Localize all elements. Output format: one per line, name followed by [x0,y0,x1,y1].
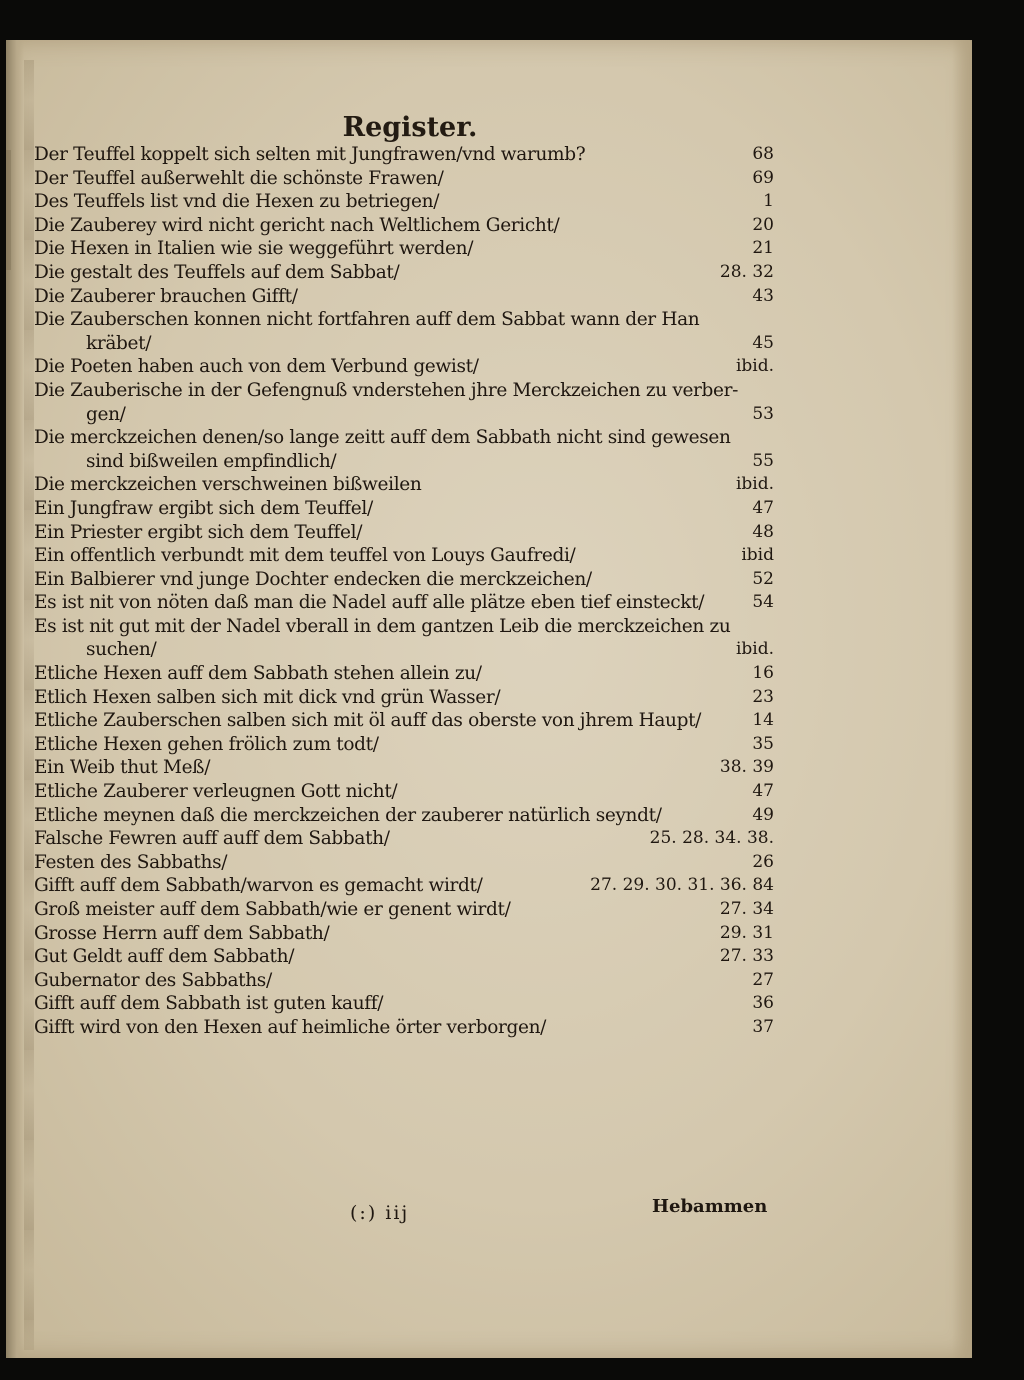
register-entry [34,308,774,332]
entry-page-reference: ibid. [735,474,774,495]
entry-page-reference: ibid [741,545,774,566]
register-entry [34,521,774,545]
entry-text: Etliche Zauberschen salben sich mit öl auff das oberste von jhrem Haupt/ [34,710,702,732]
entry-page-reference: ibid. [735,639,774,660]
entry-text: Etliche meynen daß die merckzeichen der zauberer natürlich seyndt/ [34,804,662,826]
entry-text: Grosse Herrn auff dem Sabbath/ [34,922,330,944]
entry-page-reference: 21 [752,238,774,259]
entry-page-reference: 1 [763,191,774,212]
register-entry [34,733,774,757]
entry-page-reference: ibid. [735,356,774,377]
entry-page-reference: 48 [752,521,774,542]
register-entry [34,756,774,780]
entry-page-reference: 26 [752,851,774,872]
register-entry [34,332,774,356]
entry-text: Etliche Zauberer verleugnen Gott nicht/ [34,781,398,803]
entry-page-reference: 27. 33 [719,946,774,967]
register-entry [34,497,774,521]
entry-page-reference: 25. 28. 34. 38. [649,828,774,849]
entry-text: Die Hexen in Italien wie sie weggeführt werden/ [34,238,474,260]
entry-page-reference: 49 [752,804,774,825]
register-entry [34,568,774,592]
register-entry [34,898,774,922]
catchword: Hebammen [652,1196,768,1217]
entry-text: Die Zauberische in der Gefengnuß vnderstehen jhre Merckzeichen zu verber- [34,379,739,401]
entry-page-reference: 29. 31 [719,922,774,943]
register-entry [34,804,774,828]
register-entry [34,285,774,309]
signature-mark: (:) iij [350,1202,410,1224]
page-stain [24,60,34,1350]
register-entry [34,167,774,191]
entry-text: Die Zauberey wird nicht gericht nach Weltlichem Gericht/ [34,214,560,236]
entry-page-reference: 47 [752,497,774,518]
register-entry [34,450,774,474]
register-entry [34,355,774,379]
entry-text: Groß meister auff dem Sabbath/wie er genent wirdt/ [34,899,511,920]
entry-text: Die merckzeichen verschweinen bißweilen [34,474,422,496]
entry-page-reference: 69 [752,167,774,188]
register-entry [34,827,774,851]
entry-text: Gifft wird von den Hexen auf heimliche örter verborgen/ [34,1016,547,1038]
register-entry [34,143,774,167]
entry-page-reference: 27. 34 [719,899,774,919]
register-entry [34,190,774,214]
register-entry [34,426,774,450]
entry-text: Die Zauberschen konnen nicht fortfahren auff dem Sabbat wann der Han [34,309,700,331]
register-entries [34,143,774,1040]
entry-text: Der Teuffel koppelt sich selten mit Jungfrawen/vnd warumb? [34,144,586,165]
entry-text: Des Teuffels list vnd die Hexen zu betriegen/ [34,191,440,213]
entry-text: Falsche Fewren auff auff dem Sabbath/ [34,828,390,850]
register-entry [34,662,774,686]
gutter-mark [6,150,11,270]
entry-page-reference: 45 [752,332,774,353]
entry-text: Der Teuffel außerwehlt die schönste Frawen/ [34,167,444,189]
entry-text: Gifft auff dem Sabbath/warvon es gemacht wirdt/ [34,875,483,897]
entry-page-reference: 68 [752,144,774,164]
register-entry [34,214,774,238]
entry-text: Ein Jungfraw ergibt sich dem Teuffel/ [34,497,373,519]
entry-text: sind bißweilen empfindlich/ [86,450,337,472]
entry-page-reference: 16 [752,663,774,684]
register-entry [34,473,774,497]
entry-text: Ein Weib thut Meß/ [34,757,211,779]
register-entry [34,686,774,710]
entry-page-reference: 36 [752,993,774,1014]
register-entry [34,922,774,946]
entry-page-reference: 27. 29. 30. 31. 36. 84 [590,875,774,896]
entry-page-reference: 55 [752,450,774,471]
register-entry [34,992,774,1016]
entry-page-reference: 35 [752,733,774,754]
entry-page-reference: 14 [752,710,774,731]
entry-page-reference: 52 [752,568,774,589]
entry-text: Gifft auff dem Sabbath ist guten kauff/ [34,993,384,1015]
entry-text: Festen des Sabbaths/ [34,851,228,873]
register-entry [34,261,774,285]
entry-text: gen/ [86,403,126,425]
entry-text: Die Zauberer brauchen Gifft/ [34,285,298,307]
entry-page-reference: 43 [752,285,774,306]
register-entry [34,544,774,568]
page-outer-edge [952,40,972,1358]
entry-page-reference: 20 [752,214,774,235]
entry-text: Es ist nit gut mit der Nadel vberall in dem gantzen Leib die merckzeichen zu [34,615,731,637]
register-entry [34,403,774,427]
entry-text: Ein offentlich verbundt mit dem teuffel von Louys Gaufredi/ [34,545,576,567]
entry-page-reference: 47 [752,781,774,802]
entry-text: Gubernator des Sabbaths/ [34,969,272,991]
entry-text: Ein Priester ergibt sich dem Teuffel/ [34,521,363,543]
entry-text: Etliche Hexen auff dem Sabbath stehen allein zu/ [34,663,482,685]
register-entry [34,1016,774,1040]
entry-text: Die merckzeichen denen/so lange zeitt auff dem Sabbath nicht sind gewesen [34,427,731,449]
register-entry [34,969,774,993]
entry-text: Ein Balbierer vnd junge Dochter endecken die merckzeichen/ [34,568,592,590]
entry-page-reference: 53 [752,403,774,424]
page-heading: Register. [342,112,478,143]
entry-page-reference: 38. 39 [719,757,774,778]
register-entry [34,615,774,639]
entry-text: Es ist nit von nöten daß man die Nadel auff alle plätze eben tief einsteckt/ [34,592,705,614]
entry-page-reference: 27 [752,969,774,990]
register-entry [34,851,774,875]
register-entry [34,379,774,403]
entry-text: suchen/ [86,639,157,661]
register-entry [34,874,774,898]
register-entry [34,780,774,804]
register-entry [34,709,774,733]
entry-page-reference: 28. 32 [719,261,774,282]
register-entry [34,591,774,615]
entry-page-reference: 54 [752,592,774,613]
entry-text: Die gestalt des Teuffels auf dem Sabbat/ [34,261,400,283]
register-entry [34,237,774,261]
entry-text: Die Poeten haben auch von dem Verbund gewist/ [34,356,479,378]
register-entry [34,945,774,969]
entry-text: Etliche Hexen gehen frölich zum todt/ [34,733,379,755]
entry-page-reference: 23 [752,686,774,707]
entry-text: kräbet/ [86,332,152,354]
entry-page-reference: 37 [752,1016,774,1037]
register-entry [34,638,774,662]
entry-text: Gut Geldt auff dem Sabbath/ [34,946,295,968]
entry-text: Etlich Hexen salben sich mit dick vnd grün Wasser/ [34,686,501,708]
